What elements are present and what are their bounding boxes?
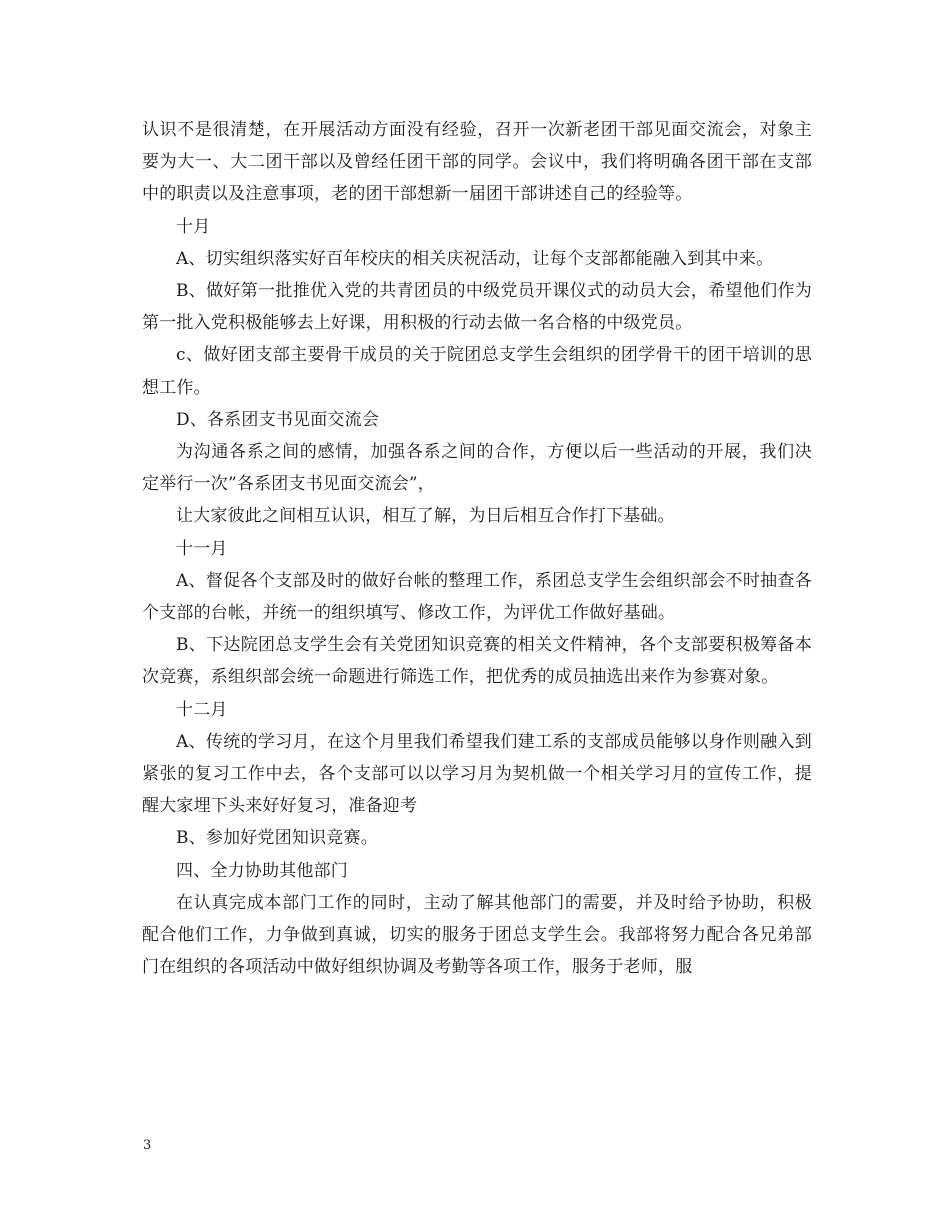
paragraph: c、做好团支部主要骨干成员的关于院团总支学生会组织的团学骨干的团干培训的思想工作。 [142,345,812,398]
page-number: 3 [143,1138,152,1153]
section-heading-october: 十月 [176,216,211,237]
paragraph: A、督促各个支部及时的做好台帐的整理工作，系团总支学生会组织部会不时抽查各个支部的台帐，并统一的组织填写、修改工作，为评优工作做好基础。 [142,570,812,624]
paragraph: 认识不是很清楚，在开展活动方面没有经验，召开一次新老团干部见面交流会，对象主要为大一、大二团干部以及曾经任团干部的同学。会议中，我们将明确各团干部在支部中的职责以及注意事项，老的团干部想新一届团干部讲述自己的经验等。 [142,120,812,205]
paragraph: A、切实组织落实好百年校庆的相关庆祝活动，让每个支部都能融入到其中来。 [176,248,774,269]
paragraph: 让大家彼此之间相互认识，相互了解，为日后相互合作打下基础。 [176,506,675,527]
section-heading-december: 十二月 [176,699,228,720]
paragraph: 在认真完成本部门工作的同时，主动了解其他部门的需要，并及时给予协助，积极配合他们工作，力争做到真诚，切实的服务于团总支学生会。我部将努力配合各兄弟部门在组织的各项活动中做好组织协调及考勤等各项工作，服务于老师，服 [142,892,812,978]
paragraph: 为沟通各系之间的感情，加强各系之间的合作，方便以后一些活动的开展，我们决定举行一次”各系团支书见面交流会”， [142,442,812,495]
document-body [142,114,812,983]
paragraph: D、各系团支书见面交流会 [176,409,380,430]
paragraph: B、下达院团总支学生会有关党团知识竞赛的相关文件精神，各个支部要积极筹备本次竞赛，系组织部会统一命题进行筛选工作，把优秀的成员抽选出来作为参赛对象。 [142,635,812,688]
paragraph: B、参加好党团知识竞赛。 [176,828,378,849]
paragraph: A、传统的学习月，在这个月里我们希望我们建工系的支部成员能够以身作则融入到紧张的复习工作中去，各个支部可以以学习月为契机做一个相关学习月的宣传工作，提醒大家埋下头来好好复习，准备迎考 [142,731,812,817]
paragraph: B、做好第一批推优入党的共青团员的中级党员开课仪式的动员大会，希望他们作为第一批入党积极能够去上好课，用积极的行动去做一名合格的中级党员。 [142,281,812,334]
section-heading-assist: 四、全力协助其他部门 [176,860,348,881]
section-heading-november: 十一月 [176,538,228,559]
